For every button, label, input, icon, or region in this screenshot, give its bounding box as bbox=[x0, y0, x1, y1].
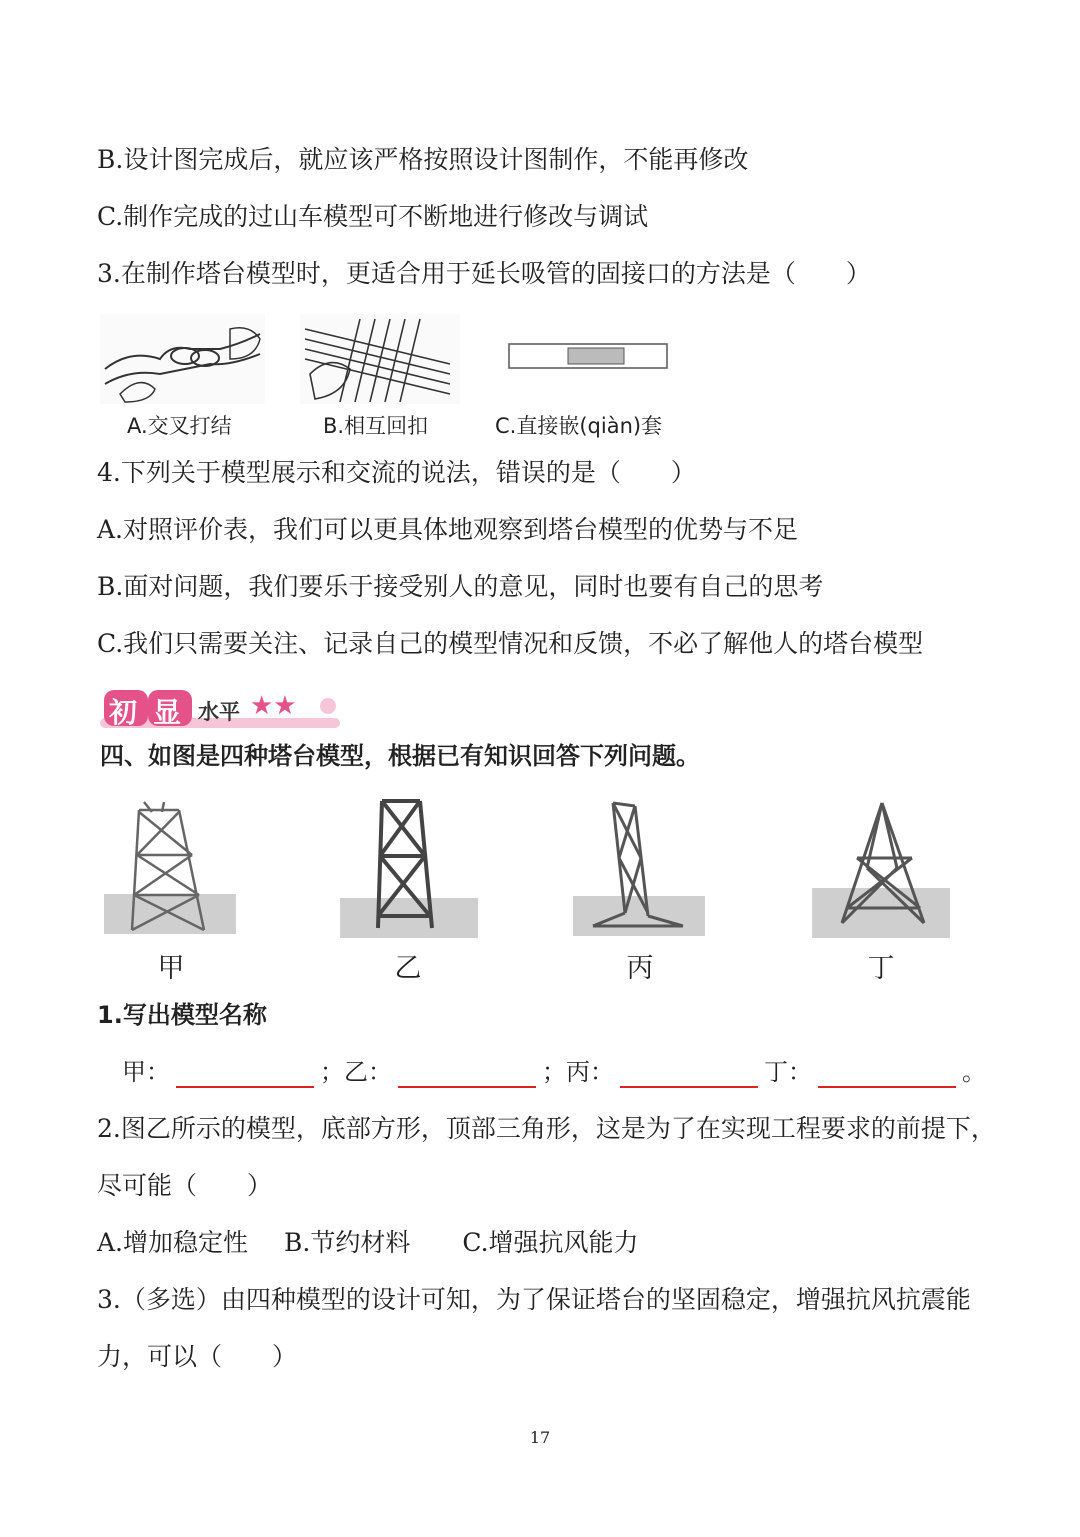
label-yi: 乙： bbox=[344, 1058, 392, 1086]
blank-jia[interactable] bbox=[176, 1058, 314, 1088]
banner-label: 水平 bbox=[198, 700, 240, 724]
section4-q1-title: 1.写出模型名称 bbox=[97, 1001, 267, 1029]
section4-q2-line2: 尽可能（ ） bbox=[97, 1171, 273, 1200]
q3-question: 3.在制作塔台模型时，更适合用于延长吸管的固接口的方法是（ ） bbox=[97, 259, 871, 288]
tower-ding-image bbox=[812, 798, 950, 938]
tower-bing-image bbox=[573, 798, 705, 936]
page-number: 17 bbox=[529, 1428, 551, 1447]
section4-q2-options bbox=[97, 1227, 639, 1259]
tower-caption-jia: 甲 bbox=[157, 953, 185, 984]
tower-caption-yi: 乙 bbox=[394, 953, 422, 984]
nested-straw-illustration bbox=[508, 343, 668, 371]
q4-option-c: C.我们只需要关注、记录自己的模型情况和反馈，不必了解他人的塔台模型 bbox=[97, 629, 924, 658]
section4-q3-line1: 3.（多选）由四种模型的设计可知，为了保证塔台的坚固稳定，增强抗风抗震能 bbox=[97, 1285, 971, 1314]
banner-char-2: 显 bbox=[153, 696, 182, 729]
q3-option-a: A.交叉打结 bbox=[127, 414, 232, 438]
section4-q3-line2: 力，可以（ ） bbox=[97, 1342, 298, 1371]
separator-2: ； bbox=[542, 1058, 566, 1086]
blank-bing[interactable] bbox=[620, 1058, 758, 1088]
q2-option-b: B.节约材料 bbox=[284, 1228, 411, 1257]
q4-option-b: B.面对问题，我们要乐于接受别人的意见，同时也要有自己的思考 bbox=[97, 572, 824, 601]
q2-option-c: C.增强抗风能力 bbox=[462, 1228, 639, 1257]
q3-option-c: C.直接嵌(qiàn)套 bbox=[495, 414, 663, 438]
blank-ding[interactable] bbox=[818, 1058, 956, 1088]
knot-illustration bbox=[100, 314, 265, 404]
interlock-illustration bbox=[300, 314, 460, 404]
q2-option-a: A.增加稳定性 bbox=[97, 1228, 249, 1257]
label-ding: 丁： bbox=[764, 1058, 812, 1086]
q2-option-c: C.制作完成的过山车模型可不断地进行修改与调试 bbox=[97, 202, 649, 231]
label-bing: 丙： bbox=[566, 1058, 614, 1086]
q2-option-b: B.设计图完成后，就应该严格按照设计图制作，不能再修改 bbox=[97, 145, 749, 174]
blank-yi[interactable] bbox=[398, 1058, 536, 1088]
tower-caption-ding: 丁 bbox=[867, 953, 895, 984]
q4-question: 4.下列关于模型展示和交流的说法，错误的是（ ） bbox=[97, 458, 696, 487]
banner-char-1: 初 bbox=[109, 696, 138, 729]
fill-end: 。 bbox=[962, 1058, 986, 1086]
tower-jia-image bbox=[104, 800, 236, 934]
tower-yi-image bbox=[340, 796, 478, 938]
tower-caption-bing: 丙 bbox=[626, 953, 654, 984]
level-banner bbox=[100, 688, 345, 732]
q3-option-b: B.相互回扣 bbox=[323, 414, 429, 438]
label-jia: 甲： bbox=[122, 1058, 170, 1086]
separator-1: ； bbox=[320, 1058, 344, 1086]
section4-q2-line1: 2.图乙所示的模型，底部方形，顶部三角形，这是为了在实现工程要求的前提下， bbox=[97, 1114, 996, 1143]
section4-q1-fill-row bbox=[122, 1056, 986, 1088]
section4-heading: 四、如图是四种塔台模型，根据已有知识回答下列问题。 bbox=[100, 742, 700, 770]
q4-option-a: A.对照评价表，我们可以更具体地观察到塔台模型的优势与不足 bbox=[97, 515, 799, 544]
star-icon: ★★ bbox=[250, 691, 297, 721]
